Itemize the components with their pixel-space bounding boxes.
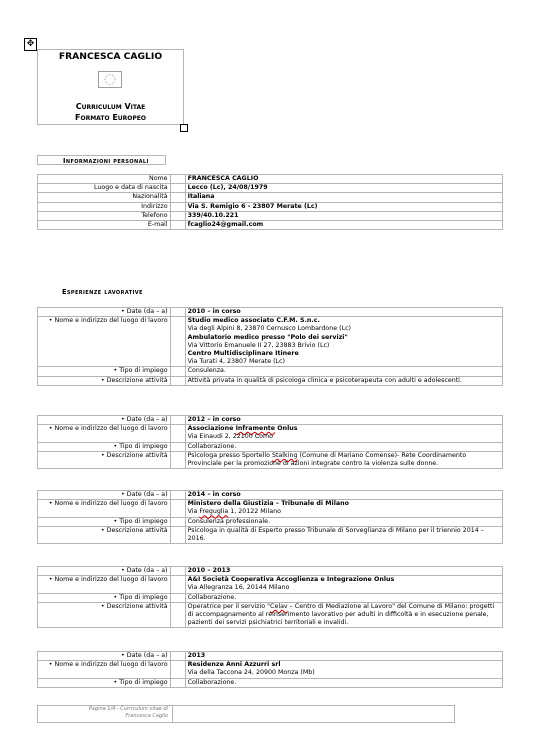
employer-address: Via Einaudi 2, 22100 Como	[187, 433, 273, 441]
spacer-cell	[170, 221, 185, 230]
employer-name: Centro Multidisciplinare Itinere	[187, 350, 299, 358]
table-row	[38, 517, 503, 526]
personal-value: 339/40.10.221	[185, 211, 502, 220]
work-entry-1	[37, 307, 503, 386]
table-row	[38, 500, 503, 517]
description-part: (Comune di Mariano Comense)- Rete Coordinamento Provinciale per la promozione di azioni integrate contro la violenza sulle donne.	[187, 451, 467, 468]
table-row	[38, 425, 503, 442]
work-entry-5	[37, 651, 503, 688]
employer-address	[188, 508, 500, 516]
employer-address: Via degli Alpini 8, 23870 Cernusco Lombardone (Lc)	[187, 325, 352, 333]
cv-title-line2: Formato Europeo	[75, 113, 146, 122]
work-entry-4	[37, 566, 503, 628]
employer-label: • Nome e indirizzo del luogo di lavoro	[38, 576, 171, 593]
employer-cell	[185, 317, 502, 367]
entry-description: Psicologa in qualità di Esperto presso Tribunale di Sorveglianza di Milano per il triennio 2014 – 2016.	[185, 526, 502, 543]
type-label: • Tipo di impiego	[38, 517, 171, 526]
description-label: • Descrizione attività	[38, 376, 171, 385]
dates-label: • Date (da – a)	[38, 567, 171, 576]
table-row	[38, 416, 503, 425]
employer-address: Via della Taccona 24, 20900 Monza (Mb)	[187, 669, 315, 677]
table-row	[38, 652, 503, 661]
employer-label: • Nome e indirizzo del luogo di lavoro	[38, 661, 171, 678]
employer-cell	[185, 425, 502, 442]
description-part: Operatrice per il servizio "	[187, 602, 271, 610]
footer-divider	[172, 706, 173, 722]
work-entry-2	[37, 415, 503, 469]
table-row	[38, 193, 503, 202]
employer-label: • Nome e indirizzo del luogo di lavoro	[38, 500, 171, 517]
table-row	[38, 678, 503, 687]
footer-line2: Francesca Caglio	[125, 713, 168, 719]
description-label: • Descrizione attività	[38, 526, 171, 543]
entry-dates: 2010 – in corso	[185, 308, 502, 317]
personal-label: Indirizzo	[38, 202, 171, 211]
spacer-cell	[170, 193, 185, 202]
address-part: 1, 20122 Milano	[228, 508, 281, 516]
employer-label: • Nome e indirizzo del luogo di lavoro	[38, 425, 171, 442]
table-row	[38, 221, 503, 230]
cv-title-line1: Curriculum Vitae	[75, 102, 146, 111]
table-row	[38, 526, 503, 543]
table-row	[38, 175, 503, 184]
employer-address: Via Vittorio Emanuele II 27, 23883 Brivio (Lc)	[187, 341, 330, 349]
personal-label: Nazionalità	[38, 193, 171, 202]
dates-label: • Date (da – a)	[38, 491, 171, 500]
employer-name: Residenze Anni Azzurri srl	[187, 661, 281, 669]
spacer-cell	[170, 175, 185, 184]
entry-type: Consulenza professionale.	[185, 517, 502, 526]
entry-description	[185, 602, 502, 628]
type-label: • Tipo di impiego	[38, 442, 171, 451]
entry-type: Collaborazione.	[185, 593, 502, 602]
description-part: Psicologa presso Sportello	[187, 451, 272, 459]
description-part: – Centro di Mediazione al Lavoro" del Comune di Milano: progetti di accompagnamento al reinserimento lavorativo per adulti in difficoltà e in esecuzione penale, pazienti dei servizi psichiatrici territoriali e invalidi.	[187, 602, 495, 627]
table-row	[38, 451, 503, 468]
personal-value: Lecco (Lc), 24/08/1979	[185, 184, 502, 193]
description-label: • Descrizione attività	[38, 451, 171, 468]
employer-name-part: Associazione	[187, 425, 236, 433]
employer-name: A&I Società Cooperativa Accoglienza e Integrazione Onlus	[187, 576, 395, 584]
cv-title	[38, 101, 183, 123]
personal-value: fcaglio24@gmail.com	[185, 221, 502, 230]
personal-label: Nome	[38, 175, 171, 184]
entry-description: Attività privata in qualità di psicologa clinica e psicoterapeuta con adulti e adolescenti.	[185, 376, 502, 385]
employer-name-part: Inframente	[235, 425, 276, 433]
cv-header-box	[37, 49, 184, 125]
description-label: • Descrizione attività	[38, 602, 171, 628]
employer-name: Ministero della Giustizia – Tribunale di Milano	[187, 500, 349, 508]
page-footer	[37, 705, 455, 723]
table-row	[38, 567, 503, 576]
employer-cell	[185, 576, 502, 593]
entry-type: Consulenza.	[185, 367, 502, 376]
table-row	[38, 184, 503, 193]
spacer-cell	[170, 211, 185, 220]
table-row	[38, 491, 503, 500]
work-entry-3	[37, 490, 503, 544]
eu-flag-icon	[98, 71, 122, 88]
table-row	[38, 661, 503, 678]
table-row	[38, 376, 503, 385]
table-row	[38, 202, 503, 211]
table-row	[38, 593, 503, 602]
entry-dates: 2013	[185, 652, 502, 661]
employer-name-part: Onlus	[275, 425, 298, 433]
entry-dates: 2010 – 2013	[185, 567, 502, 576]
personal-label: Luogo e data di nascita	[38, 184, 171, 193]
type-label: • Tipo di impiego	[38, 367, 171, 376]
entry-description	[185, 451, 502, 468]
employer-address: Via Turati 4, 23807 Merate (Lc)	[187, 358, 285, 366]
employer-name: Studio medico associato C.F.M. S.n.c.	[187, 317, 320, 325]
spacer-cell	[170, 184, 185, 193]
address-part: Via	[187, 508, 200, 516]
personal-value: FRANCESCA CAGLIO	[185, 175, 502, 184]
personal-info-table	[37, 174, 503, 230]
type-label: • Tipo di impiego	[38, 678, 171, 687]
dates-label: • Date (da – a)	[38, 416, 171, 425]
entry-dates: 2014 – in corso	[185, 491, 502, 500]
table-row	[38, 367, 503, 376]
employer-address: Via Allegranza 16, 20144 Milano	[187, 584, 290, 592]
employer-cell	[185, 500, 502, 517]
dates-label: • Date (da – a)	[38, 308, 171, 317]
table-row	[38, 211, 503, 220]
spacer-cell	[170, 202, 185, 211]
table-row	[38, 602, 503, 628]
table-row	[38, 576, 503, 593]
table-row	[38, 308, 503, 317]
personal-value: Via S. Remigio 6 - 23807 Merate (Lc)	[185, 202, 502, 211]
table-row	[38, 442, 503, 451]
entry-dates: 2012 – in corso	[185, 416, 502, 425]
entry-type: Collaborazione.	[185, 442, 502, 451]
resize-handle-icon[interactable]	[180, 124, 188, 132]
entry-type: Collaborazione.	[185, 678, 502, 687]
footer-line1: Pagina 1/4 - Curriculum vitae di	[88, 706, 168, 712]
section-work-title: Esperienze lavorative	[62, 288, 143, 296]
personal-value: Italiana	[185, 193, 502, 202]
description-part: Stalking	[271, 451, 298, 459]
move-handle-icon[interactable]: ✥	[24, 38, 37, 51]
employer-label: • Nome e indirizzo del luogo di lavoro	[38, 317, 171, 367]
dates-label: • Date (da – a)	[38, 652, 171, 661]
employer-cell	[185, 661, 502, 678]
section-personal-title: Informazioni personali	[37, 155, 166, 165]
address-part: Freguglia	[199, 508, 229, 516]
description-part: Celav	[270, 602, 288, 610]
cv-name: FRANCESCA CAGLIO	[58, 51, 163, 62]
employer-name: Ambulatorio medico presso "Polo dei servizi"	[187, 333, 348, 341]
footer-text	[38, 706, 168, 720]
personal-label: Telefono	[38, 211, 171, 220]
type-label: • Tipo di impiego	[38, 593, 171, 602]
employer-name	[188, 425, 500, 433]
table-row	[38, 317, 503, 367]
personal-label: E-mail	[38, 221, 171, 230]
